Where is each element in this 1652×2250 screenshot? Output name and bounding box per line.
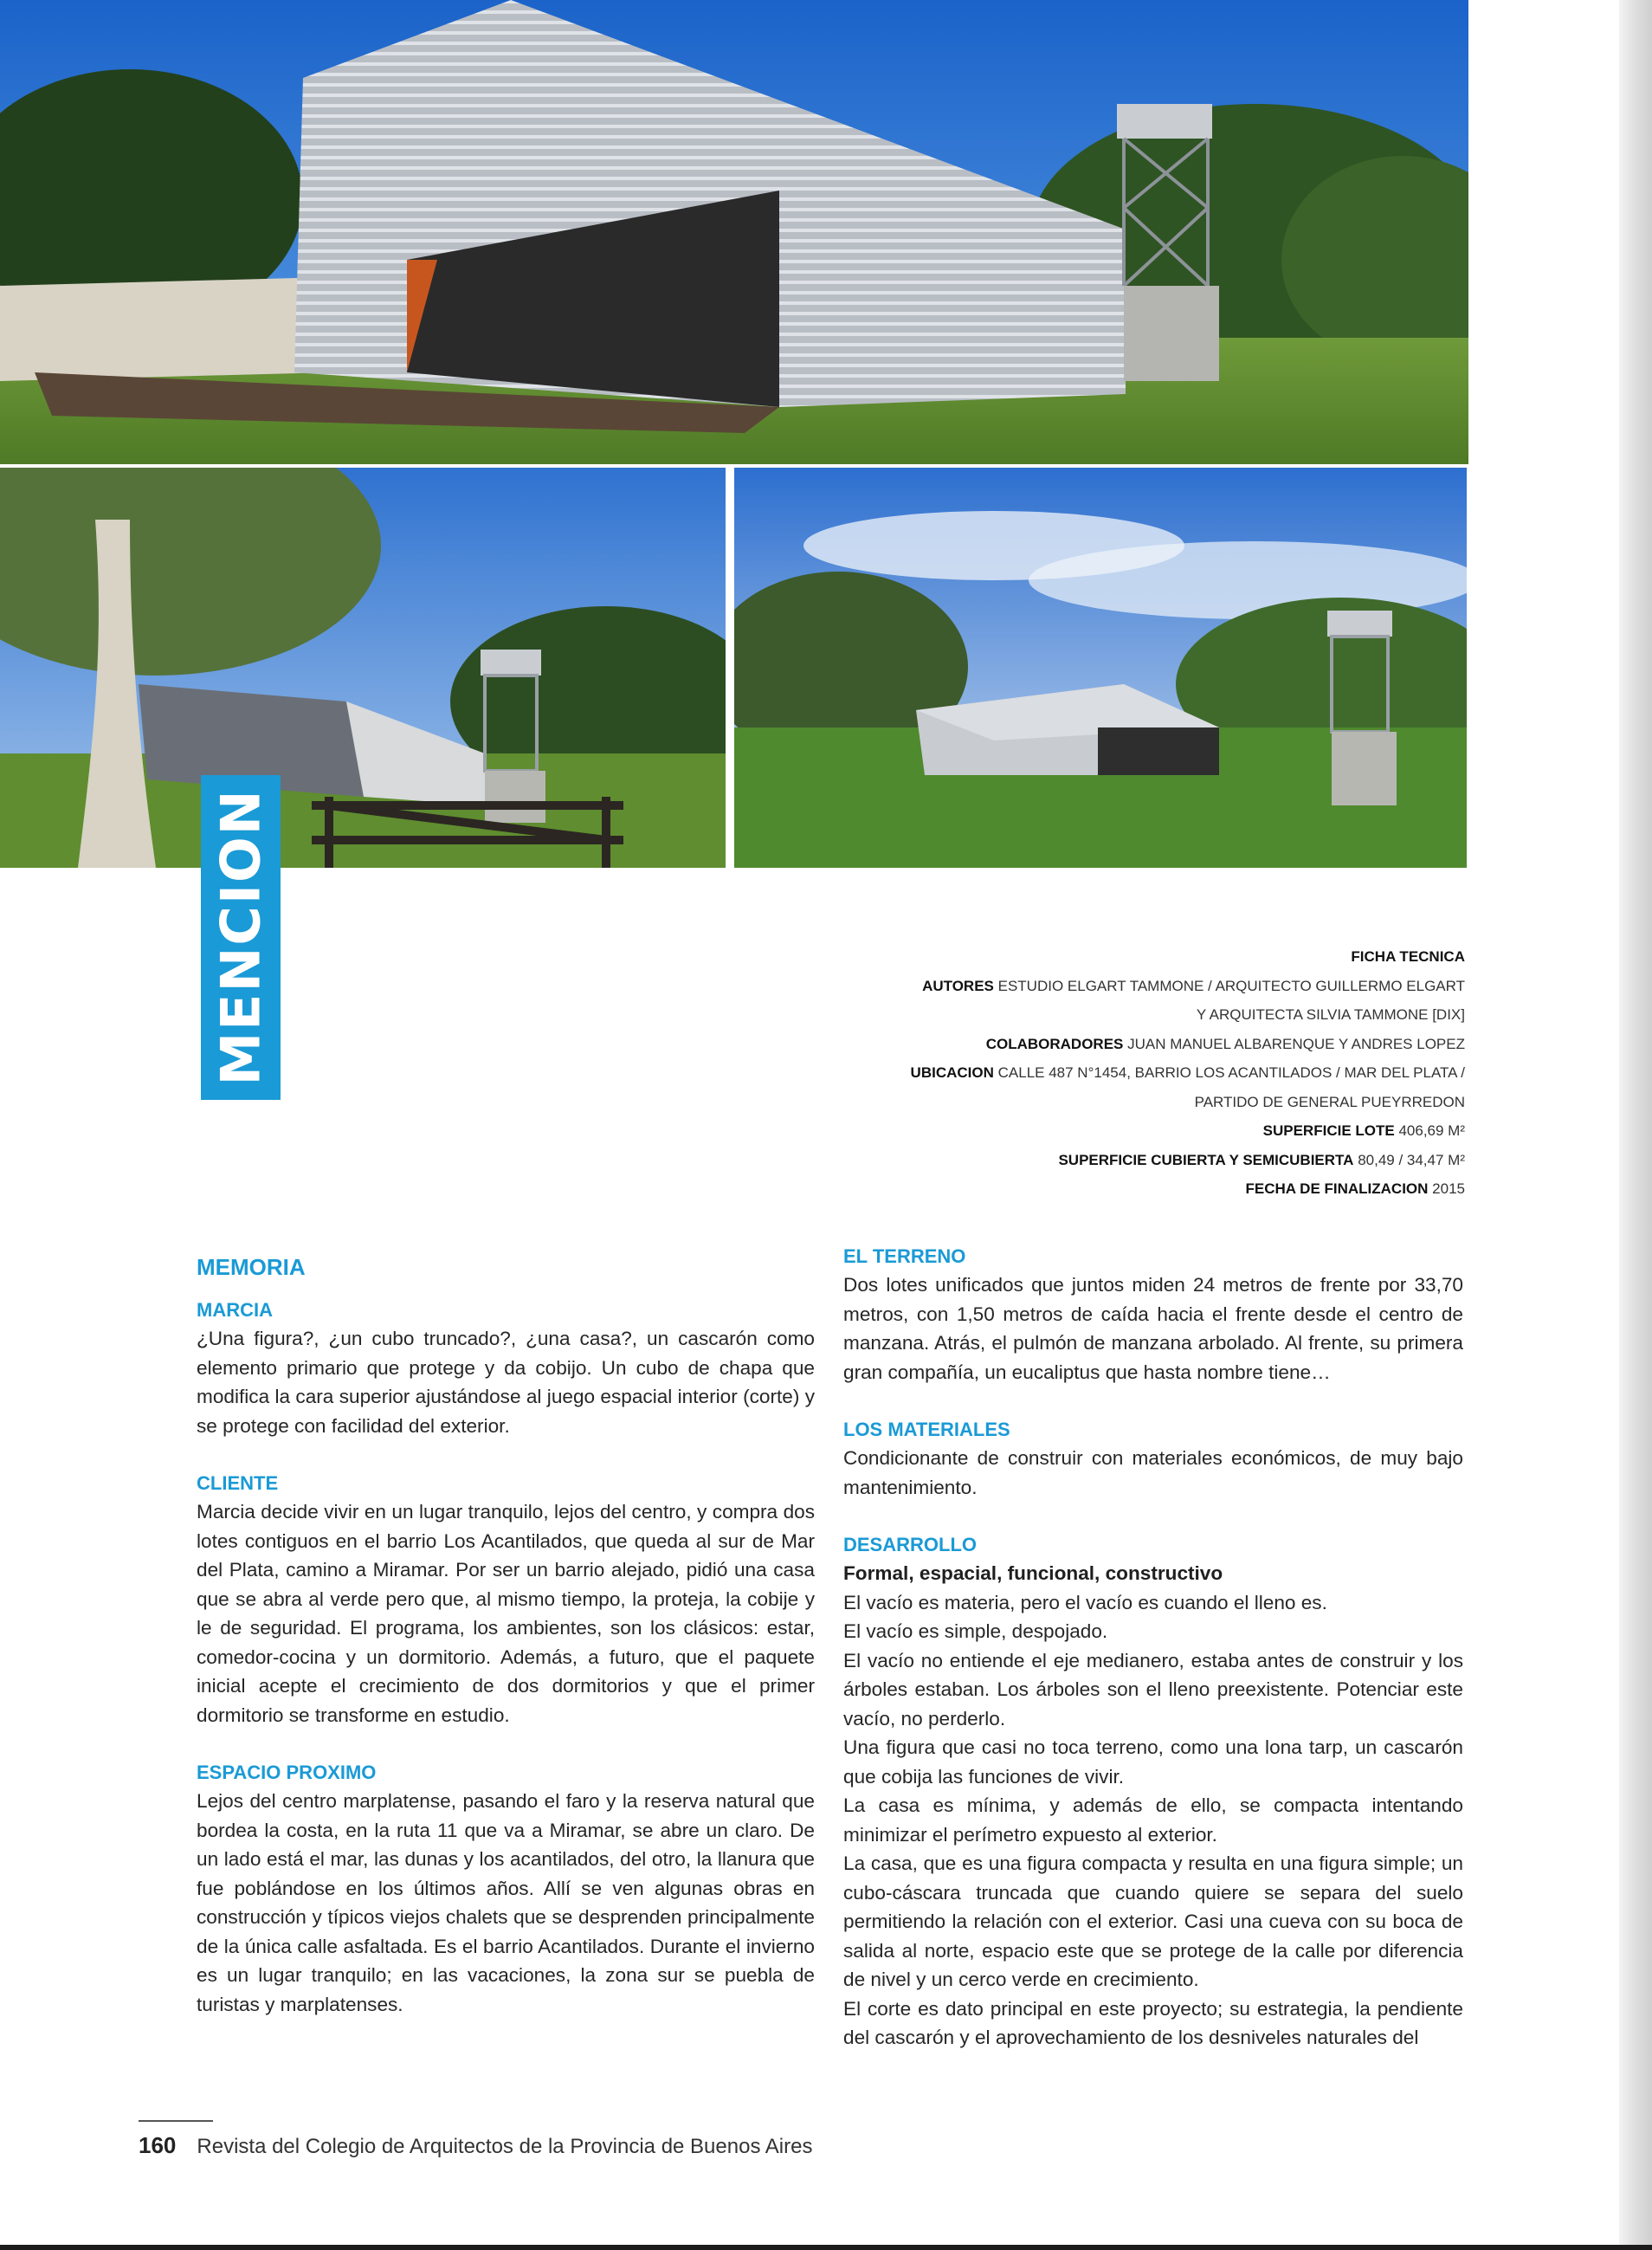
materiales-text: Condicionante de construir con materiales económicos, de muy bajo mantenimiento. bbox=[843, 1447, 1463, 1498]
ficha-row-superficie-lote: SUPERFICIE LOTE 406,69 M² bbox=[1262, 1122, 1465, 1139]
desarrollo-line: El vacío es simple, despojado. bbox=[843, 1620, 1108, 1642]
materiales-heading: LOS MATERIALES bbox=[843, 1419, 1010, 1440]
cliente-heading: CLIENTE bbox=[197, 1472, 279, 1494]
desarrollo-subtitle: Formal, espacial, funcional, constructivo bbox=[843, 1562, 1223, 1584]
publication-name: Revista del Colegio de Arquitectos de la Provincia de Buenos Aires bbox=[197, 2135, 813, 2158]
marcia-text: ¿Una figura?, ¿un cubo truncado?, ¿una casa?, un cascarón como elemento primario que protege y da cobijo. Un cubo de chapa que modifica la cara superior ajustándose al juego espacial interior (corte) y se protege con facilidad del exterior. bbox=[197, 1328, 815, 1437]
page-number: 160 bbox=[139, 2132, 177, 2158]
ficha-row-fecha: FECHA DE FINALIZACION 2015 bbox=[1245, 1180, 1465, 1197]
ficha-row-ubicacion: UBICACION CALLE 487 N°1454, BARRIO LOS ACANTILADOS / MAR DEL PLATA / bbox=[910, 1064, 1465, 1081]
house-photo-main-illustration bbox=[0, 0, 1468, 464]
house-photo-field bbox=[734, 468, 1467, 868]
ficha-row-autores-cont: Y ARQUITECTA SILVIA TAMMONE [DIX] bbox=[1196, 1006, 1465, 1023]
desarrollo-line: La casa es mínima, y además de ello, se compacta intentando minimizar el perímetro expuesto al exterior. bbox=[843, 1794, 1463, 1846]
ficha-row-superficie-cubierta: SUPERFICIE CUBIERTA Y SEMICUBIERTA 80,49 / 34,47 M² bbox=[1058, 1151, 1465, 1168]
desarrollo-line: El vacío es materia, pero el vacío es cuando el lleno es. bbox=[843, 1591, 1327, 1613]
house-photo-field-illustration bbox=[734, 468, 1467, 868]
espacio-proximo-heading: ESPACIO PROXIMO bbox=[197, 1762, 377, 1783]
desarrollo-line: Una figura que casi no toca terreno, como una lona tarp, un cascarón que cobija las funciones de vivir. bbox=[843, 1736, 1463, 1788]
house-photo-tree-illustration bbox=[0, 468, 726, 868]
memoria-heading: MEMORIA bbox=[197, 1254, 306, 1280]
terreno-heading: EL TERRENO bbox=[843, 1245, 966, 1267]
desarrollo-line: La casa, que es una figura compacta y resulta en una figura simple; un cubo-cáscara truncada que cuando quiere se separa del suelo permitiendo la relación con el exterior. Casi una cueva con su boca de salida al norte, espacio este que se protege de la calle por diferencia de nivel y un cerco verde en crecimiento. bbox=[843, 1852, 1463, 1990]
ficha-row-colaboradores: COLABORADORES JUAN MANUEL ALBARENQUE Y ANDRES LOPEZ bbox=[985, 1035, 1465, 1052]
ficha-row-autores: AUTORES ESTUDIO ELGART TAMMONE / ARQUITECTO GUILLERMO ELGART bbox=[922, 977, 1465, 994]
mencion-label bbox=[201, 775, 281, 1100]
column-right bbox=[843, 1243, 1463, 2053]
ficha-title: FICHA TECNICA bbox=[1351, 948, 1465, 965]
house-photo-tree bbox=[0, 468, 726, 868]
espacio-proximo-text: Lejos del centro marplatense, pasando el faro y la reserva natural que bordea la costa, en la ruta 11 que va a Miramar, se abre un claro. De un lado está el mar, las dunas y los acantilados, del otro, la llanura que fue poblándose en los últimos años. Allí se ven algunas obras en construcción y típicos viejos chalets que se desprenden principalmente de la única calle asfaltada. Es el barrio Acantilados. Durante el invierno es un lugar tranquilo; en las vacaciones, la zona sur se puebla de turistas y marplatenses. bbox=[197, 1790, 815, 2015]
desarrollo-line: El corte es dato principal en este proyecto; su estrategia, la pendiente del cascarón y el aprovechamiento de los desniveles naturales del bbox=[843, 1997, 1463, 2048]
footer-rule bbox=[139, 2120, 213, 2122]
house-photo-main bbox=[0, 0, 1468, 464]
column-left bbox=[197, 1243, 815, 2048]
desarrollo-heading: DESARROLLO bbox=[843, 1534, 977, 1555]
terreno-text: Dos lotes unificados que juntos miden 24 metros de frente por 33,70 metros, con 1,50 metros de caída hacia el frente desde el centro de manzana. Atrás, el pulmón de manzana arbolado. Al frente, su primera gran compañía, un eucaliptus que hasta nombre tiene… bbox=[843, 1274, 1463, 1383]
scan-bottom-edge bbox=[0, 2245, 1652, 2250]
cliente-text: Marcia decide vivir en un lugar tranquilo, lejos del centro, y compra dos lotes contiguos en el barrio Los Acantilados, que queda al sur de Mar del Plata, camino a Miramar. Por ser un barrio alejado, pidió una casa que se abra al verde pero que, al mismo tiempo, la proteja, la cobije y le de seguridad. El programa, los ambientes, son los clásicos: estar, comedor-cocina y un dormitorio. Además, a futuro, que el paquete inicial acepte el crecimiento de dos dormitorios y que el primer dormitorio se transforme en estudio. bbox=[197, 1501, 815, 1726]
marcia-heading: MARCIA bbox=[197, 1299, 273, 1321]
desarrollo-line: El vacío no entiende el eje medianero, estaba antes de construir y los árboles estaban. Los árboles son el lleno preexistente. Potenciar este vacío, no perderlo. bbox=[843, 1649, 1463, 1730]
ficha-row-ubicacion-cont: PARTIDO DE GENERAL PUEYRREDON bbox=[1194, 1093, 1465, 1110]
ficha-tecnica bbox=[686, 942, 1465, 1204]
mencion-label-text: MENCION bbox=[209, 788, 273, 1086]
page-footer bbox=[139, 2132, 812, 2159]
page-edge bbox=[1619, 0, 1652, 2250]
